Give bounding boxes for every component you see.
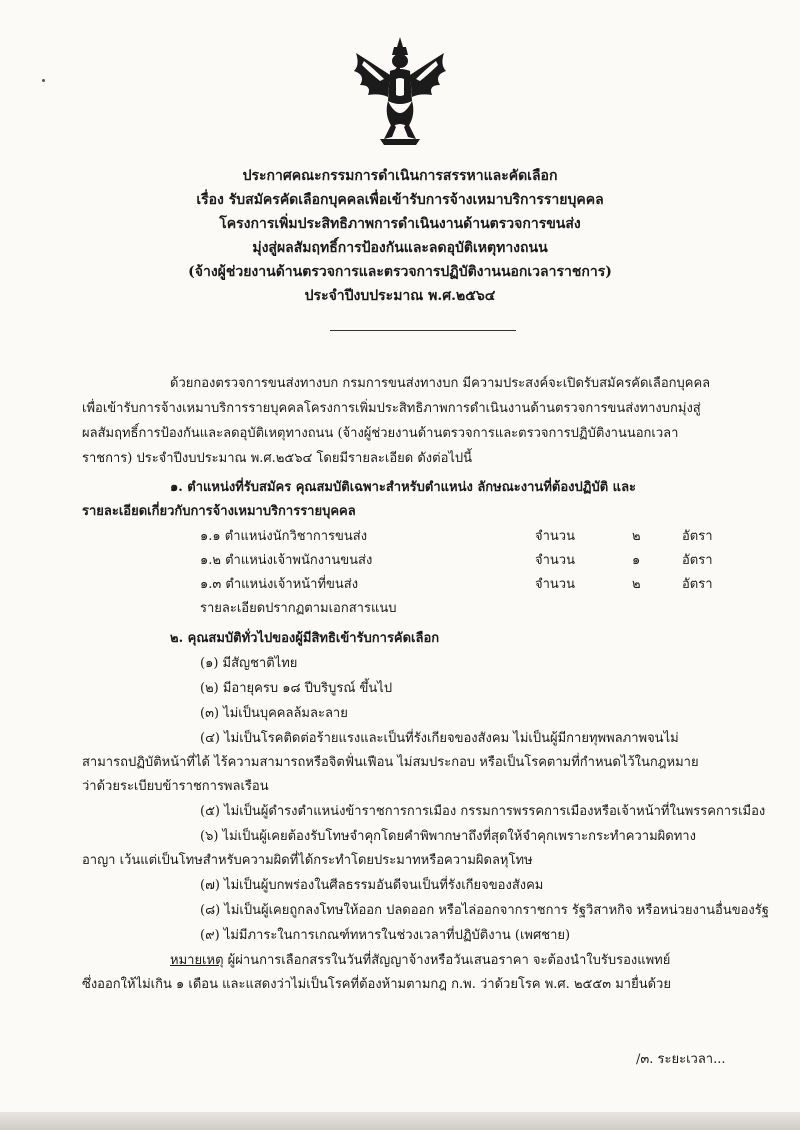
attachment-note: รายละเอียดปรากฏตามเอกสารแนบ <box>200 601 397 616</box>
intro-line-1: ด้วยกองตรวจการขนส่งทางบก กรมการขนส่งทางบก มีความประสงค์จะเปิดรับสมัครคัดเลือกบุคคล <box>170 376 711 391</box>
remark-label: หมายเหตุ <box>170 953 224 968</box>
qualification-item-cont: อาญา เว้นแต่เป็นโทษสำหรับความผิดที่ได้กระทำโดยประมาทหรือความผิดลหุโทษ <box>82 853 533 868</box>
qualification-item: (๗) ไม่เป็นผู้บกพร่องในศีลธรรมอันดีจนเป็นที่รังเกียจของสังคม <box>200 878 544 893</box>
position-unit: อัตรา <box>682 577 713 592</box>
position-count: ๑ <box>632 553 641 568</box>
position-count: ๒ <box>632 577 641 592</box>
garuda-emblem <box>350 35 450 147</box>
intro-line-4: ราชการ) ประจำปีงบประมาณ พ.ศ.๒๕๖๔ โดยมีรายละเอียด ดังต่อไปนี้ <box>82 451 473 466</box>
scan-edge <box>0 1112 800 1130</box>
header-line-6: ประจำปีงบประมาณ พ.ศ.๒๕๖๔ <box>304 288 496 304</box>
header-line-3: โครงการเพิ่มประสิทธิภาพการดำเนินงานด้านตรวจการขนส่ง <box>219 216 581 232</box>
header-line-2: เรื่อง รับสมัครคัดเลือกบุคคลเพื่อเข้ารับการจ้างเหมาบริการรายบุคคล <box>196 192 604 208</box>
position-name: ๑.๒ ตำแหน่งเจ้าพนักงานขนส่ง <box>200 553 373 568</box>
header-line-1: ประกาศคณะกรรมการดำเนินการสรรหาและคัดเลือก <box>242 168 558 184</box>
position-name: ๑.๑ ตำแหน่งนักวิชาการขนส่ง <box>200 529 368 544</box>
position-count-label: จำนวน <box>535 577 575 592</box>
qualification-item: (๖) ไม่เป็นผู้เคยต้องรับโทษจำคุกโดยคำพิพากษาถึงที่สุดให้จำคุกเพราะกระทำความผิดทาง <box>200 829 696 844</box>
position-unit: อัตรา <box>682 553 713 568</box>
header-line-5: (จ้างผู้ช่วยงานด้านตรวจการและตรวจการปฏิบัติงานนอกเวลาราชการ) <box>188 264 612 280</box>
header-line-4: มุ่งสู่ผลสัมฤทธิ์การป้องกันและลดอุบัติเหตุทางถนน <box>252 240 548 256</box>
qualification-item: (๒) มีอายุครบ ๑๘ ปีบริบูรณ์ ขึ้นไป <box>200 681 393 696</box>
section-1-heading-cont: รายละเอียดเกี่ยวกับการจ้างเหมาบริการรายบุคคล <box>82 504 356 519</box>
scan-mark <box>42 79 45 82</box>
remark-line <box>170 951 670 971</box>
qualification-item-cont: สามารถปฏิบัติหน้าที่ได้ ไร้ความสามารถหรือจิตฟั่นเฟือน ไม่สมประกอบ หรือเป็นโรคตามที่กำหนดไว้ในกฎหมาย <box>82 755 699 770</box>
section-2-heading: ๒. คุณสมบัติทั่วไปของผู้มีสิทธิเข้ารับการคัดเลือก <box>170 631 440 646</box>
position-count: ๒ <box>632 529 641 544</box>
position-count-label: จำนวน <box>535 529 575 544</box>
qualification-item-cont: ว่าด้วยระเบียบข้าราชการพลเรือน <box>82 779 269 794</box>
position-unit: อัตรา <box>682 529 713 544</box>
intro-line-3: ผลสัมฤทธิ์การป้องกันและลดอุบัติเหตุทางถนน (จ้างผู้ช่วยงานด้านตรวจการและตรวจการปฏิบัติงานนอกเวลา <box>82 426 679 441</box>
qualification-item: (๓) ไม่เป็นบุคคลล้มละลาย <box>200 706 348 721</box>
remark-line-cont: ซึ่งออกให้ไม่เกิน ๑ เดือน และแสดงว่าไม่เป็นโรคที่ต้องห้ามตามกฎ ก.พ. ว่าด้วยโรค พ.ศ. ๒๕๕๓ มายื่นด้วย <box>82 977 671 992</box>
header-divider <box>330 330 516 331</box>
page-continuation: /๓. ระยะเวลา... <box>636 1052 726 1067</box>
qualification-item: (๙) ไม่มีภาระในการเกณฑ์ทหารในช่วงเวลาที่ปฏิบัติงาน (เพศชาย) <box>200 928 571 943</box>
section-1-heading: ๑. ตำแหน่งที่รับสมัคร คุณสมบัติเฉพาะสำหรับตำแหน่ง ลักษณะงานที่ต้องปฏิบัติ และ <box>170 480 637 495</box>
intro-line-2: เพื่อเข้ารับการจ้างเหมาบริการรายบุคคลโครงการเพิ่มประสิทธิภาพการดำเนินงานด้านตรวจการขนส่งทางบกมุ่งสู่ <box>82 401 701 416</box>
qualification-item: (๘) ไม่เป็นผู้เคยถูกลงโทษให้ออก ปลดออก หรือไล่ออกจากราชการ รัฐวิสาหกิจ หรือหน่วยงานอื่นของรัฐ <box>200 903 769 918</box>
qualification-item: (๑) มีสัญชาติไทย <box>200 656 298 671</box>
position-name: ๑.๓ ตำแหน่งเจ้าหน้าที่ขนส่ง <box>200 577 359 592</box>
qualification-item: (๕) ไม่เป็นผู้ดำรงตำแหน่งข้าราชการการเมือง กรรมการพรรคการเมืองหรือเจ้าหน้าที่ในพรรคการเมือง <box>200 804 766 819</box>
remark-text: ผู้ผ่านการเลือกสรรในวันที่สัญญาจ้างหรือวันเสนอราคา จะต้องนำใบรับรองแพทย์ <box>223 953 671 968</box>
qualification-item: (๔) ไม่เป็นโรคติดต่อร้ายแรงและเป็นที่รังเกียจของสังคม ไม่เป็นผู้มีกายทุพพลภาพจนไม่ <box>200 731 679 746</box>
position-count-label: จำนวน <box>535 553 575 568</box>
